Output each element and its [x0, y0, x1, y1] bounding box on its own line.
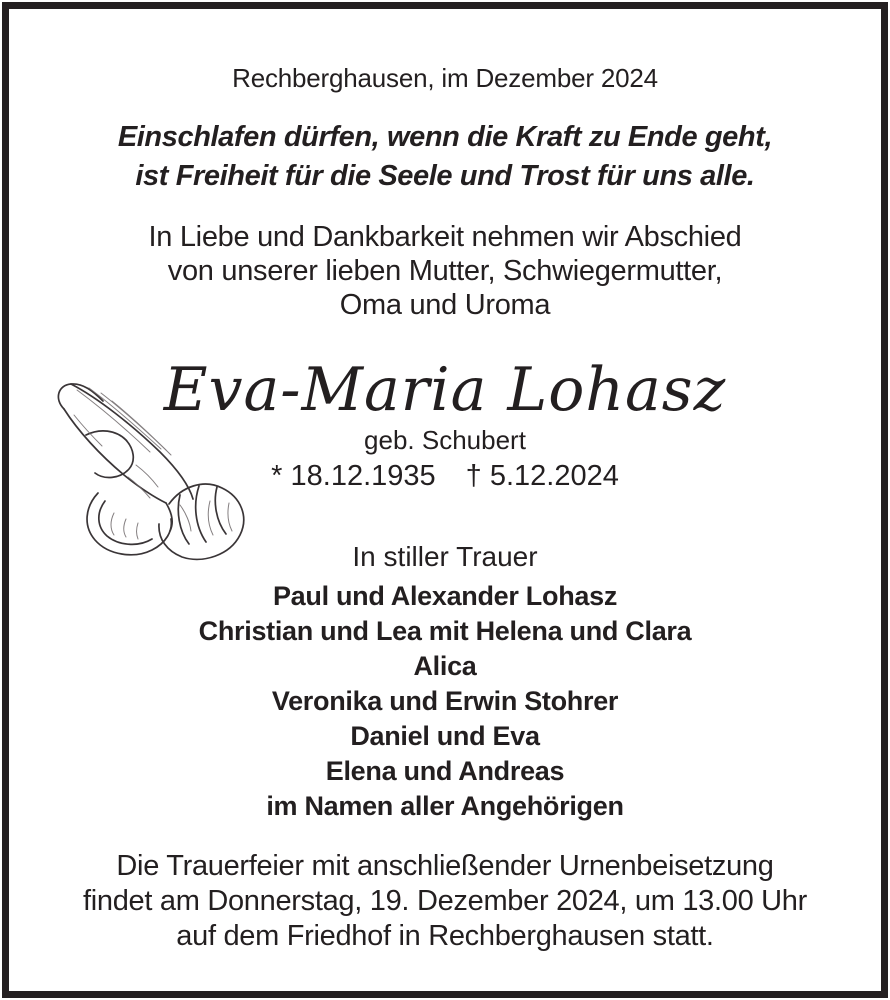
intro-line-1: In Liebe und Dankbarkeit nehmen wir Abschied	[148, 221, 742, 253]
funeral-line-1: Die Trauerfeier mit anschließender Urnenbeisetzung	[116, 850, 774, 882]
deceased-name: Eva-Maria Lohasz	[163, 355, 727, 425]
mourners-list	[18, 579, 872, 824]
obituary-notice	[18, 18, 872, 982]
funeral-announcement	[18, 849, 872, 954]
intro-paragraph	[18, 220, 872, 322]
intro-line-2: von unserer lieben Mutter, Schwiegermutter,	[167, 255, 723, 287]
notice-frame	[2, 2, 888, 998]
life-dates	[18, 458, 872, 494]
mourner-line: Elena und Andreas	[325, 756, 565, 786]
funeral-line-2: findet am Donnerstag, 19. Dezember 2024, um 13.00 Uhr	[82, 885, 807, 917]
mourner-line: Christian und Lea mit Helena und Clara	[198, 616, 692, 646]
epigraph-line-2: ist Freiheit für die Seele und Trost für uns alle.	[135, 160, 755, 192]
funeral-line-3: auf dem Friedhof in Rechberghausen statt.	[176, 920, 714, 952]
mourner-line: Veronika und Erwin Stohrer	[271, 686, 619, 716]
maiden-name: geb. Schubert	[364, 425, 526, 455]
intro-line-3: Oma und Uroma	[339, 289, 551, 321]
epigraph-line-1: Einschlafen dürfen, wenn die Kraft zu Ende geht,	[117, 121, 773, 153]
death-date: † 5.12.2024	[465, 460, 619, 492]
mourning-label: In stiller Trauer	[352, 541, 538, 572]
mourner-line: Paul und Alexander Lohasz	[272, 581, 618, 611]
birth-date: * 18.12.1935	[271, 460, 436, 492]
mourner-line: Daniel und Eva	[350, 721, 540, 751]
epigraph	[18, 118, 872, 196]
mourner-line: Alica	[413, 651, 477, 681]
mourner-line: im Namen aller Angehörigen	[266, 791, 624, 821]
dateline: Rechberghausen, im Dezember 2024	[232, 63, 658, 93]
